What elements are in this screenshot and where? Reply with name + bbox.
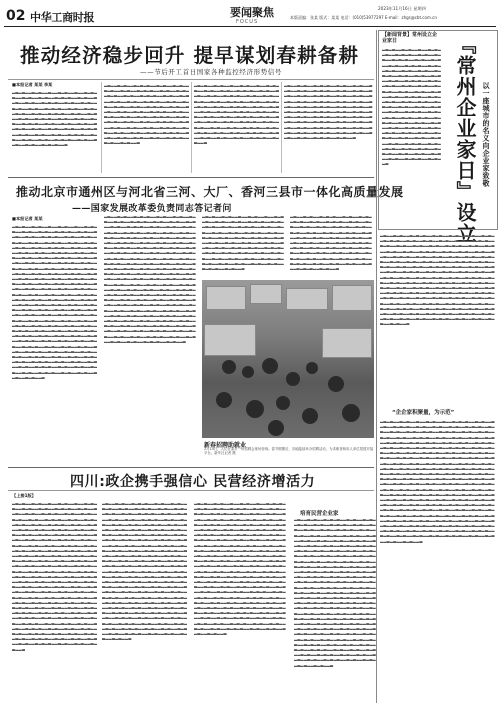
second-headline: 推动北京市通州区与河北省三河、大厂、香河三县市一体化高质量发展 bbox=[16, 185, 404, 199]
news-photo bbox=[202, 280, 374, 438]
edition-info: 2023年11月16日 星期四 bbox=[378, 6, 426, 11]
divider bbox=[8, 177, 374, 178]
body-text-column: ▂▃▂▃▂▂▃▂▃▂▂▃▂▂▃▂▃▂▂▃▂▂▃▂▃▂▃▂▂▃▂▃▂▂▃▂▃▂▂▃▂▃▂▃▂▂▃▂▃▂▂▃▂▃▂▂▃▂▃▂▂▃▂▃▂▃▂▂▃▂▃▂▂▃▂▃▂▂▃▂▃▂▂▃▂▃▂▂▃▂▃▂▃▂▂▃▂▃▂▂▃▂▃▂▂▃▂▃▂▂▃▂▃▂▂▃▂▃▂▃▂▂▃▂▃▂▂▃▂▃▂▂▃▂▃▂▂▃▂▃▂▂▃▂▃▂▃▂▂▃▂▃▂▂▃▂▃▂▂▃▂▃▂▂▃▂▃▂▂▃▂▃▂▃▂▂▃▂▃▂▂▃▂▃▂▂▃▂▃▂▂▃▂▃▂▂▃▂▃▂▃▂▂▃▂▃▂▂▃▂▃▂▂▃▂▃▂▂▃▂▃▂▂▃▂▃▂▃▂▂▃▂▃▂▂▃▂▃▂▂▃▂▃▂▂▃▂▃▂▂▃▂▃▂▃▂▂▃▂▃▂▂▃▂▃▂▂▃▂▃▂▂▃▂▃▂▂▃▂▃▂▃▂▂▃▂▃▂▂▃▂▃▂▂▃▂▃▂▂▃▂▃▂▂▃▂▃▂▃▂▂▃▂▃▂▂▃▂▃▂▂▃▂▃▂▂▃▂▃▂▂▃▂▃▂▃▂▂▃▂▃▂▂▃▂▃▂▂▃▂▃▂▂▃▂▃▂▂▃▂▃▂▃▂▂▃▂▃▂▂▃▂▃▂▂▃▂▃▂▂▃▂▃▂▂▃▂▃▂▃▂▂▃▂▃▂▂▃▂▃▂▂▃▂▃▂▂▃▂▃▂▂▃▂▃▂▃▂▂▃▂▃▂▂▃▂▃▂▂▃▂▃▂▂▃▂▃▂▂▃▂▃▂▃▂▂▃▂▃▂▂▃▂▃▂▂▃▂▃▂▂▃▂▃▂▂▃▂▃▂▃▂▂▃▂▃▂▂▃▂▃▂▂▃▂▃▂▂▃▂▃▂▂▃▂▃▂▃▂▂▃▂▃▂▂▃▂▃▂▂▃▂▃▂▂▃▂▃▂▂▃▂▃▂▃▂▂▃▂▃▂▂▃▂▃▂▂▃▂▃▂▂▃▂▃▂▂▃▂▃▂▃▂▂▃▂▃▂▂▃▂▃▂▂▃▂▃▂▂▃▂▃▂▂▃▂▃▂▃▂▂▃▂▃▂▂▃▂▃▂▂▃▂▃▂▂▃▂▃▂▂▃▂▃▂▃▂▂▃▂▃▂▂▃▂▃▂▂▃▂▃▂▂▃▂▃▂▂▃▂▃▂▃▂▂▃▂▃▂▂▃▂▃▂▂▃▂▃▂▂▃▂▃▂▂▃▂▃▂▃▂▂▃▂▃▂▂▃▂▃▂▂▃▂▃▂▂▃▂▃▂▂▃▂▃▂▃▂▂▃▂▃▂▂▃▂▃▂▂▃▂▃▂▂▃▂▃▂▂▃▂▃▂▃▂▂▃▂▃▂▂▃▂▃▂▂▃▂▃▂▂▃▂▃▂▂▃▂▃▂▃▂▂▃▂▃▂▂▃▂▃▂▂▃▂▃▂▂▃▂▃▂▂▃ bbox=[12, 223, 98, 379]
body-text-column: ▂▃▂▃▂▂▃▂▃▂▂▃▂▂▃▂▃▂▂▃▂▂▃▂▃▂▃▂▂▃▂▃▂▂▃▂▃▂▂▃▂▃▂▃▂▂▃▂▃▂▂▃▂▃▂▂▃▂▃▂▂▃▂▃▂▃▂▂▃▂▃▂▂▃▂▃▂▂▃▂▃▂▂▃▂▃▂▂▃▂▃▂▃▂▂▃▂▃▂▂▃▂▃▂▂▃▂▃▂▂▃▂▃▂▂▃▂▃▂▃▂▂▃▂▃▂▂▃▂▃▂▂▃▂▃▂▂▃▂▃▂▂▃▂▃▂▃▂▂▃▂▃▂▂▃▂▃▂▂▃▂▃▂▂▃▂▃▂▂▃▂▃▂▃▂▂▃▂▃▂▂▃▂▃▂▂▃▂▃▂▂▃▂▃▂▂▃▂▃▂▃▂▂▃▂▃▂▂▃▂▃▂▂▃▂▃▂▂▃▂▃▂▂▃▂▃▂▃▂▂▃▂▃▂▂▃▂▃▂▂▃▂▃▂▂▃▂▃▂▂▃▂▃▂▃▂▂▃▂▃▂▂▃▂▃▂▂▃▂▃▂▂▃▂▃▂▂▃▂▃▂▃▂▂▃▂▃▂▂▃▂▃▂▂▃▂▃▂▂▃▂▃▂▂▃▂▃▂▃▂▂▃▂▃▂▂▃▂▃▂▂▃▂▃▂▂▃▂▃▂▂▃▂▃▂▃▂▂▃▂▃▂▂▃▂▃▂▂▃▂▃▂▂▃▂▃▂▂▃▂▃▂▃▂▂▃▂▃▂▂▃▂▃▂▂▃▂▃▂▂▃▂▃▂▂▃▂▃▂▃▂▂▃▂▃▂▂▃▂▃▂▂▃▂▃▂▂▃▂▃▂▂▃▂▃▂▃▂▂▃▂▃▂▂▃▂▃▂▂▃▂▃▂▂▃▂▃▂▂▃▂▃▂▃▂▂▃▂▃▂▂▃▂▃▂▂▃▂▃▂▂▃▂▃▂▂▃▂▃▂▃▂▂▃▂▃▂▂▃▂▃▂▂▃▂▃▂▂▃▂▃▂▂▃▂▃▂▃▂▂▃▂▃▂▂▃▂▃▂▂▃▂▃▂▂▃▂▃▂▂▃▂▃▂▃▂▂▃▂▃▂▂▃▂▃▂▂▃▂▃▂▂▃▂▃▂▂▃▂▃▂▃▂▂▃▂▃▂▂▃▂▃▂▂▃▂▃▂▂▃▂▃▂▂▃▂▃▂▃▂▂▃▂▃▂▂▃▂▃▂▂▃▂▃▂▂▃▂▃▂▂▃▂▃▂▃▂▂▃▂▃▂▂▃▂▃▂▂▃▂▃▂▂▃▂▃▂▂▃▂▃▂▃▂▂▃▂▃▂▂▃▂▃▂▂▃▂▃▂▂▃▂▃▂▂▃▂▃▂▃▂▂▃▂▃▂▂▃▂▃▂▂▃▂▃▂▂▃▂▃▂▂▃▂▃▂▃▂▂▃▂▃▂▂▃▂▃▂▂▃▂▃▂▂▃▂▃▂▂▃▂▃▂▃▂▂▃▂▃▂▂▃▂▃▂▂▃▂▃▂▂▃ bbox=[12, 500, 98, 651]
divider bbox=[8, 490, 374, 491]
editor-info: 本版责编：张某 版式：某某 电话：(010)53977297 E-mail：zhgs@cbt.com.cn bbox=[290, 15, 437, 20]
body-text-column: ▂▃▂▃▂▂▃▂▃▂▂▃▂▂▃▂▃▂▂▃▂▂▃▂▃▂▃▂▂▃▂▃▂▂▃▂▃▂▂▃▂▃▂▃▂▂▃▂▃▂▂▃▂▃▂▂▃▂▃▂▂▃▂▃▂▃▂▂▃▂▃▂▂▃▂▃▂▂▃▂▃▂▂▃▂▃▂▂▃▂▃▂▃▂▂▃▂▃▂▂▃▂▃▂▂▃▂▃▂▂▃▂▃▂▂▃▂▃▂▃▂▂▃▂▃▂▂▃▂▃▂▂▃▂▃▂▂▃▂▃▂▂▃▂▃▂▃▂▂▃▂▃▂▂▃▂▃▂▂▃▂▃▂▂▃▂▃▂▂▃▂▃▂▃▂▂▃▂▃▂▂▃▂▃▂▂▃▂▃▂▂▃▂▃▂▂▃▂▃▂▃▂▂▃▂▃▂▂▃▂▃▂▂▃▂▃▂▂▃▂▃▂▂▃▂▃▂▃▂▂▃▂▃▂▂▃▂▃▂▂▃▂▃▂▂▃▂▃▂▂▃▂▃▂▃▂▂▃▂▃▂▂▃▂▃▂▂▃▂▃▂▂▃▂▃▂▂▃▂▃▂▃▂▂▃▂▃▂▂▃▂▃▂▂▃▂▃▂▂▃▂▃▂▂▃▂▃▂▃▂▂▃▂▃▂▂▃▂▃▂▂▃▂▃▂▂▃▂▃▂▂▃▂▃▂▃▂▂▃▂▃▂▂▃▂▃▂▂▃▂▃▂▂▃▂▃▂▂▃▂▃▂▃▂▂▃▂▃▂▂▃▂▃▂▂▃▂▃▂▂▃▂▃▂▂▃▂▃▂▃▂▂▃▂▃▂▂▃▂▃▂▂▃▂▃▂▂▃▂▃▂▂▃▂▃▂▃▂▂▃▂▃▂▂▃▂▃▂▂▃▂▃▂▂▃▂▃▂▂▃▂▃▂▃▂▂▃▂▃▂▂▃▂▃▂▂▃▂▃▂▂▃▂▃▂▂▃▂▃▂▃▂▂▃▂▃▂▂▃▂▃▂▂▃▂▃▂▂▃▂▃▂▂▃▂▃▂▃▂▂▃▂▃▂▂▃▂▃▂▂▃▂▃▂▂▃▂▃▂▂▃▂▃▂▃▂▂▃▂▃▂▂▃▂▃▂▂▃▂▃▂▂▃▂▃▂▂▃▂▃▂▃▂▂▃▂▃▂▂▃▂▃▂▂▃▂▃▂▂▃▂▃▂▂▃▂▃▂▃▂▂▃▂▃▂▂▃▂▃▂▂▃▂▃▂▂▃▂▃▂▂▃▂▃▂▃▂▂▃▂▃▂▂▃▂▃▂▂▃▂▃▂▂▃▂▃▂▂▃▂▃▂▃▂▂▃▂▃▂▂▃▂▃▂▂▃▂▃▂▂▃▂▃▂▂▃▂▃▂▃▂▂▃▂▃▂▂▃▂▃▂▂▃▂▃▂▂▃▂▃▂▂▃▂▃▂▃▂▂▃▂▃▂▂▃▂▃▂▂▃▂▃▂▂▃▂▃▂▂▃ bbox=[194, 500, 286, 636]
section-title: 要闻聚焦 bbox=[230, 6, 274, 19]
second-byline: ■本报记者 某某 bbox=[12, 216, 43, 221]
body-text-column: ▂▃▂▃▂▂▃▂▃▂▂▃▂▂▃▂▃▂▂▃▂▂▃▂▃▂▃▂▂▃▂▃▂▂▃▂▃▂▂▃▂▃▂▃▂▂▃▂▃▂▂▃▂▃▂▂▃▂▃▂▂▃▂▃▂▃▂▂▃▂▃▂▂▃▂▃▂▂▃▂▃▂▂▃▂▃▂▂▃▂▃▂▃▂▂▃▂▃▂▂▃▂▃▂▂▃▂▃▂▂▃▂▃▂▂▃▂▃▂▃▂▂▃▂▃▂▂▃▂▃▂▂▃▂▃▂▂▃▂▃▂▂▃▂▃▂▃▂▂▃▂▃▂▂▃▂▃▂▂▃▂▃▂▂▃▂▃▂▂▃▂▃▂▃▂▂▃▂▃▂▂▃▂▃▂▂▃▂▃▂▂▃▂▃▂▂▃▂▃▂▃▂▂▃▂▃▂▂▃▂▃▂▂▃▂▃▂▂▃▂▃▂▂▃▂▃▂▃▂▂▃▂▃▂▂▃▂▃▂▂▃▂▃▂▂▃▂▃▂▂▃▂▃▂▃▂▂▃▂▃▂▂▃▂▃▂▂▃▂▃▂▂▃▂▃▂▂▃▂▃▂▃▂▂▃▂▃▂▂▃ bbox=[194, 82, 280, 145]
sidebar-heading: “企企家积聚量，为示范” bbox=[392, 410, 455, 416]
body-text-column: ▂▃▂▂▃▂▃▂▂▃▂▃▂▃▂▂▃▂▃▂▂▃▂▃▂▂▃▂▃▂▂▃▂▃▂▂▃▂▃▂▃▂▂▃▂▃▂▂▃▂▃▂▂▃▂▃▂▂▃▂▃▂▂▃▂▃▂▃▂▂▃▂▃▂▂▃▂▃▂▂▃▂▃▂▂▃▂▃▂▂▃▂▃▂▃▂▂▃▂▃▂▂▃▂▃▂▂▃▂▃▂▂▃▂▃▂▂▃▂▃▂▃▂▂▃▂▃▂▂▃▂▃▂▂▃▂▃▂▂▃▂▃▂▂▃▂▃▂▃▂▂▃▂▃▂▂▃▂▃▂▂▃▂▃▂▂▃▂▃▂▂▃▂▃▂▃▂▂▃▂▃▂▂▃▂▃▂▂▃▂▃▂▂▃▂▃▂▂▃▂▃▂▃▂▂▃▂▃▂▂▃▂▃▂▂▃▂▃▂▂▃▂▃▂▂▃▂▃▂▃▂▂▃▂▃▂▂▃▂▃▂▂▃▂▃▂▂▃▂▃▂▂▃▂▃▂▃▂▂▃▂▃▂▂▃▂▃▂▂▃▂▃▂▂▃▂▃▂▂▃▂▃▂▃▂▂▃▂▃▂▂▃▂▃▂▂▃▂▃▂▂▃▂▃▂▂▃▂▃▂▃▂▂▃▂▃▂▂▃▂▃▂▂▃▂▃▂▂▃▂▃▂▂▃▂▃▂▃▂▂▃▂▃▂▂▃▂▃▂▂▃▂▃▂▂▃▂▃▂▂▃▂▃▂▃▂▂▃▂▃▂▂▃▂▃▂▂▃▂▃▂▂▃▂▃▂▂▃▂▃▂▃▂▂▃▂▃▂▂▃▂▃▂▂▃▂▃▂▂▃▂▃▂▂▃▂▃▂▃▂▂▃▂▃▂▂▃▂▃▂▂▃▂▃▂▂▃▂▃▂▂▃▂▃▂▃▂▂▃▂▃▂▂▃▂▃▂▂▃▂▃▂▂▃▂▃▂▂▃▂▃▂▃▂▂▃▂▃▂▂▃▂▃▂▂▃▂▃▂▂▃▂▃▂▂▃▂▃▂▃▂▂▃▂▃▂▂▃▂▃▂▂▃▂▃▂▂▃▂▃▂▂▃▂▃▂▃▂▂▃▂▃▂▂▃▂▃▂▂▃▂▃▂▂▃▂▃▂▂▃▂▃▂▃▂▂▃▂▃▂▂▃▂▃▂▂▃▂▃▂▂▃▂▃▂▂▃▂▃▂▃▂▂▃▂▃▂▂▃▂▃▂▂▃▂▃▂▂▃▂▃▂▂▃▂▃▂▃▂▂▃▂▃▂▂▃▂▃▂▂▃▂▃▂▂▃▂▃▂▂▃▂▃▂▃▂▂▃▂▃▂▂▃▂▃▂▂▃▂▃▂▂▃▂▃▂▂▃▂▃▂▃▂▂▃▂▃▂▂▃▂▃▂▂▃▂▃▂▂▃▂▃▂▂▃▂▃▂▃▂▂▃▂▃▂▂▃▂▃▂▂▃▂▃▂▂▃▂▃▂▂▃ bbox=[294, 516, 376, 667]
photo-caption-title: 新春招聘助就业 bbox=[204, 442, 247, 449]
sidebar-small-title: 【新闻背景】常州设立企业家日 bbox=[382, 32, 438, 44]
third-headline: 四川:政企携手强信心 民营经济增活力 bbox=[70, 474, 316, 490]
body-text-column: ▂▃▂▂▃▂▃▂▂▃▂▃▂▃▂▂▃▂▃▂▂▃▂▃▂▂▃▂▃▂▂▃▂▃▂▂▃▂▃▂▃▂▂▃▂▃▂▂▃▂▃▂▂▃▂▃▂▂▃▂▃▂▂▃▂▃▂▃▂▂▃▂▃▂▂▃▂▃▂▂▃▂▃▂▂▃▂▃▂▂▃▂▃▂▃▂▂▃▂▃▂▂▃▂▃▂▂▃▂▃▂▂▃▂▃▂▂▃▂▃▂▃▂▂▃▂▃▂▂▃▂▃▂▂▃▂▃▂▂▃▂▃▂▂▃▂▃▂▃▂▂▃▂▃▂▂▃▂▃▂▂▃▂▃▂▂▃▂▃▂▂▃▂▃▂▃▂▂▃▂▃▂▂▃▂▃▂▂▃▂▃▂▂▃▂▃▂▂▃▂▃▂▃▂▂▃▂▃▂▂▃▂▃▂▂▃▂▃▂▂▃▂▃▂▂▃▂▃▂▃▂▂▃▂▃▂▂▃▂▃▂▂▃▂▃▂▂▃▂▃▂▂▃▂▃▂▃▂▂▃▂▃▂▂▃ bbox=[290, 213, 372, 271]
sidebar-text: ▂▃▂▂▃▂▃▂▂▃▂▃▂▃▂▂▃▂▃▂▂▃▂▃▂▂▃▂▃▂▂▃▂▃▂▂▃▂▃▂▃▂▂▃▂▃▂▂▃▂▃▂▂▃▂▃▂▂▃▂▃▂▂▃▂▃▂▃▂▂▃▂▃▂▂▃▂▃▂▂▃▂▃▂▂▃▂▃▂▂▃▂▃▂▃▂▂▃▂▃▂▂▃▂▃▂▂▃▂▃▂▂▃▂▃▂▂▃▂▃▂▃▂▂▃▂▃▂▂▃▂▃▂▂▃▂▃▂▂▃▂▃▂▂▃▂▃▂▃▂▂▃▂▃▂▂▃▂▃▂▂▃▂▃▂▂▃▂▃▂▂▃▂▃▂▃▂▂▃▂▃▂▂▃▂▃▂▂▃▂▃▂▂▃▂▃▂▂▃▂▃▂▃▂▂▃▂▃▂▂▃▂▃▂▂▃▂▃▂▂▃▂▃▂▂▃▂▃▂▃▂▂▃▂▃▂▂▃▂▃▂▂▃▂▃▂▂▃▂▃▂▂▃▂▃▂▃▂▂▃▂▃▂▂▃▂▃▂▂▃▂▃▂▂▃▂▃▂▂▃▂▃▂▃▂▂▃▂▃▂▂▃▂▃▂▂▃▂▃▂▂▃▂▃▂▂▃▂▃▂▃▂▂▃▂▃▂▂▃▂▃▂▂▃▂▃▂▂▃▂▃▂▂▃▂▃▂▃▂▂▃▂▃▂▂▃▂▃▂▂▃▂▃▂▂▃▂▃▂▂▃▂▃▂▃▂▂▃▂▃▂▂▃▂▃▂▂▃▂▃▂▂▃▂▃▂▂▃▂▃▂▃▂▂▃▂▃▂▂▃▂▃▂▂▃▂▃▂▂▃▂▃▂▂▃▂▃▂▃▂▂▃▂▃▂▂▃▂▃▂▂▃▂▃▂▂▃▂▃▂▂▃▂▃▂▃▂▂▃▂▃▂▂▃▂▃▂▂▃▂▃▂▂▃▂▃▂▂▃▂▃▂▃▂▂▃▂▃▂▂▃▂▃▂▂▃▂▃▂▂▃▂▃▂▂▃▂▃▂▃▂▂▃▂▃▂▂▃▂▃▂▂▃▂▃▂▂▃▂▃▂▂▃▂▃▂▃▂▂▃▂▃▂▂▃▂▃▂▂▃▂▃▂▂▃▂▃▂▂▃▂▃▂▃▂▂▃▂▃▂▂▃▂▃▂▂▃▂▃▂▂▃▂▃▂▂▃▂▃▂▃▂▂▃▂▃▂▂▃▂▃▂▂▃▂▃▂▂▃▂▃▂▂▃ bbox=[380, 232, 495, 326]
photo-caption: 2月14日，人们在某市一场招聘会现场咨询。春节假期后，各地陆续举办招聘活动，为求职者和用人单位搭建对接平台。新华社记者 摄 bbox=[204, 447, 374, 456]
section-title-en: FOCUS bbox=[236, 19, 259, 25]
paper-name: 中华工商时报 bbox=[30, 11, 95, 24]
column-rule bbox=[281, 82, 282, 173]
body-text-column: ▂▃▂▂▃▂▃▂▂▃▂▃▂▃▂▂▃▂▃▂▂▃▂▃▂▂▃▂▃▂▂▃▂▃▂▂▃▂▃▂▃▂▂▃▂▃▂▂▃▂▃▂▂▃▂▃▂▂▃▂▃▂▂▃▂▃▂▃▂▂▃▂▃▂▂▃▂▃▂▂▃▂▃▂▂▃▂▃▂▂▃▂▃▂▃▂▂▃▂▃▂▂▃▂▃▂▂▃▂▃▂▂▃▂▃▂▂▃▂▃▂▃▂▂▃▂▃▂▂▃▂▃▂▂▃▂▃▂▂▃▂▃▂▂▃▂▃▂▃▂▂▃▂▃▂▂▃▂▃▂▂▃▂▃▂▂▃▂▃▂▂▃▂▃▂▃▂▂▃▂▃▂▂▃▂▃▂▂▃▂▃▂▂▃▂▃▂▂▃▂▃▂▃▂▂▃▂▃▂▂▃▂▃▂▂▃▂▃▂▂▃▂▃▂▂▃▂▃▂▃▂▂▃▂▃▂▂▃▂▃▂▂▃▂▃▂▂▃▂▃▂▂▃▂▃▂▃▂▂▃▂▃▂▂▃▂▃▂▂▃▂▃▂▂▃▂▃▂▂▃▂▃▂▃▂▂▃▂▃▂▂▃ bbox=[284, 82, 373, 140]
third-side-heading: 培育民营企业家 bbox=[300, 511, 339, 517]
sidebar-big-title: 『常州企业家日』设立 bbox=[453, 34, 477, 244]
column-rule bbox=[101, 82, 102, 173]
divider bbox=[8, 79, 374, 80]
body-text-column: ▂▃▂▂▃▂▃▂▂▃▂▃▂▃▂▂▃▂▃▂▂▃▂▃▂▂▃▂▃▂▂▃▂▃▂▂▃▂▃▂▃▂▂▃▂▃▂▂▃▂▃▂▂▃▂▃▂▂▃▂▃▂▂▃▂▃▂▃▂▂▃▂▃▂▂▃▂▃▂▂▃▂▃▂▂▃▂▃▂▂▃▂▃▂▃▂▂▃▂▃▂▂▃▂▃▂▂▃▂▃▂▂▃▂▃▂▂▃▂▃▂▃▂▂▃▂▃▂▂▃▂▃▂▂▃▂▃▂▂▃▂▃▂▂▃▂▃▂▃▂▂▃▂▃▂▂▃▂▃▂▂▃▂▃▂▂▃▂▃▂▂▃▂▃▂▃▂▂▃▂▃▂▂▃▂▃▂▂▃▂▃▂▂▃▂▃▂▂▃▂▃▂▃▂▂▃▂▃▂▂▃▂▃▂▂▃▂▃▂▂▃▂▃▂▂▃▂▃▂▃▂▂▃▂▃▂▂▃▂▃▂▂▃▂▃▂▂▃▂▃▂▂▃▂▃▂▃▂▂▃▂▃▂▂▃▂▃▂▂▃▂▃▂▂▃▂▃▂▂▃▂▃▂▃▂▂▃▂▃▂▂▃▂▃▂▂▃▂▃▂▂▃▂▃▂▂▃▂▃▂▃▂▂▃▂▃▂▂▃▂▃▂▂▃▂▃▂▂▃▂▃▂▂▃▂▃▂▃▂▂▃▂▃▂▂▃▂▃▂▂▃▂▃▂▂▃▂▃▂▂▃▂▃▂▃▂▂▃▂▃▂▂▃▂▃▂▂▃▂▃▂▂▃▂▃▂▂▃▂▃▂▃▂▂▃▂▃▂▂▃▂▃▂▂▃▂▃▂▂▃▂▃▂▂▃▂▃▂▃▂▂▃▂▃▂▂▃▂▃▂▂▃▂▃▂▂▃▂▃▂▂▃▂▃▂▃▂▂▃▂▃▂▂▃▂▃▂▂▃▂▃▂▂▃▂▃▂▂▃▂▃▂▃▂▂▃▂▃▂▂▃▂▃▂▂▃▂▃▂▂▃▂▃▂▂▃▂▃▂▃▂▂▃▂▃▂▂▃▂▃▂▂▃▂▃▂▂▃▂▃▂▂▃▂▃▂▃▂▂▃▂▃▂▂▃▂▃▂▂▃▂▃▂▂▃▂▃▂▂▃▂▃▂▃▂▂▃▂▃▂▂▃▂▃▂▂▃▂▃▂▂▃▂▃▂▂▃▂▃▂▃▂▂▃▂▃▂▂▃▂▃▂▂▃▂▃▂▂▃▂▃▂▂▃▂▃▂▃▂▂▃▂▃▂▂▃▂▃▂▂▃▂▃▂▂▃▂▃▂▂▃▂▃▂▃▂▂▃▂▃▂▂▃▂▃▂▂▃▂▃▂▂▃▂▃▂▂▃▂▃▂▃▂▂▃▂▃▂▂▃▂▃▂▂▃▂▃▂▂▃▂▃▂▂▃ bbox=[102, 500, 188, 641]
column-rule bbox=[376, 30, 377, 703]
body-text-column: ▂▃▂▂▃▂▃▂▂▃▂▃▂▃▂▂▃▂▃▂▂▃▂▃▂▂▃▂▃▂▂▃▂▃▂▂▃▂▃▂▃▂▂▃▂▃▂▂▃▂▃▂▂▃▂▃▂▂▃▂▃▂▂▃▂▃▂▃▂▂▃▂▃▂▂▃▂▃▂▂▃▂▃▂▂▃▂▃▂▂▃▂▃▂▃▂▂▃▂▃▂▂▃▂▃▂▂▃▂▃▂▂▃▂▃▂▂▃▂▃▂▃▂▂▃▂▃▂▂▃▂▃▂▂▃▂▃▂▂▃▂▃▂▂▃▂▃▂▃▂▂▃▂▃▂▂▃▂▃▂▂▃▂▃▂▂▃▂▃▂▂▃▂▃▂▃▂▂▃▂▃▂▂▃▂▃▂▂▃▂▃▂▂▃▂▃▂▂▃▂▃▂▃▂▂▃▂▃▂▂▃▂▃▂▂▃▂▃▂▂▃▂▃▂▂▃▂▃▂▃▂▂▃▂▃▂▂▃▂▃▂▂▃▂▃▂▂▃▂▃▂▂▃▂▃▂▃▂▂▃▂▃▂▂▃▂▃▂▂▃▂▃▂▂▃▂▃▂▂▃▂▃▂▃▂▂▃▂▃▂▂▃▂▃▂▂▃▂▃▂▂▃▂▃▂▂▃▂▃▂▃▂▂▃▂▃▂▂▃▂▃▂▂▃▂▃▂▂▃▂▃▂▂▃▂▃▂▃▂▂▃▂▃▂▂▃▂▃▂▂▃▂▃▂▂▃▂▃▂▂▃▂▃▂▃▂▂▃▂▃▂▂▃▂▃▂▂▃▂▃▂▂▃▂▃▂▂▃▂▃▂▃▂▂▃▂▃▂▂▃▂▃▂▂▃▂▃▂▂▃▂▃▂▂▃▂▃▂▃▂▂▃▂▃▂▂▃▂▃▂▂▃▂▃▂▂▃▂▃▂▂▃▂▃▂▃▂▂▃▂▃▂▂▃▂▃▂▂▃▂▃▂▂▃▂▃▂▂▃▂▃▂▃▂▂▃▂▃▂▂▃▂▃▂▂▃▂▃▂▂▃▂▃▂▂▃▂▃▂▃▂▂▃▂▃▂▂▃▂▃▂▂▃▂▃▂▂▃▂▃▂▂▃▂▃▂▃▂▂▃▂▃▂▂▃▂▃▂▂▃▂▃▂▂▃▂▃▂▂▃▂▃▂▃▂▂▃▂▃▂▂▃▂▃▂▂▃▂▃▂▂▃▂▃▂▂▃▂▃▂▃▂▂▃▂▃▂▂▃▂▃▂▂▃▂▃▂▂▃▂▃▂▂▃▂▃▂▃▂▂▃▂▃▂▂▃▂▃▂▂▃▂▃▂▂▃▂▃▂▂▃▂▃▂▃▂▂▃▂▃▂▂▃▂▃▂▂▃▂▃▂▂▃▂▃▂▂▃▂▃▂▃▂▂▃▂▃▂▂▃▂▃▂▂▃▂▃▂▂▃▂▃▂▂▃▂▃▂▃▂▂▃▂▃▂▂▃ bbox=[104, 213, 196, 343]
body-text-column: ▂▃▂▃▂▂▃▂▃▂▂▃▂▂▃▂▃▂▂▃▂▂▃▂▃▂▃▂▂▃▂▃▂▂▃▂▃▂▂▃▂▃▂▃▂▂▃▂▃▂▂▃▂▃▂▂▃▂▃▂▂▃▂▃▂▃▂▂▃▂▃▂▂▃▂▃▂▂▃▂▃▂▂▃▂▃▂▂▃▂▃▂▃▂▂▃▂▃▂▂▃▂▃▂▂▃▂▃▂▂▃▂▃▂▂▃▂▃▂▃▂▂▃▂▃▂▂▃▂▃▂▂▃▂▃▂▂▃▂▃▂▃▂▂▃▂▃▂▂▃▂▃▂▂▃▂▃▂▂▃▂▃▂▃▂▂▃▂▃▂▂▃▂▃▂▂▃▂▃▂▂▃▂▃▂▃▂▂▃▂▃▂▂▃▂▃▂▂▃▂▃▂▂▃▂▃▂▃▂▂▃▂▃▂▂▃▂▃▂▂▃▂▃▂▂▃▂▃▂▃▂▂▃▂▃▂▂▃▂▃▂▂▃▂▃▂▂▃▂▃▂▃▂▂▃▂▃▂▂▃▂▃▂▂▃▂▃▂▂▃▂▃▂▃▂▂▃ bbox=[12, 89, 98, 147]
sidebar-text: ▂▃▂▃▂▂▃▂▃▂▂▃▂▂▃▂▃▂▂▃▂▂▃▂▃▂▃▂▂▃▂▃▂▂▃▂▃▂▂▃▂▃▂▃▂▂▃▂▃▂▂▃▂▃▂▂▃▂▃▂▂▃▂▃▂▃▂▂▃▂▃▂▂▃▂▃▂▂▃▂▃▂▂▃▂▃▂▂▃▂▃▂▃▂▂▃▂▃▂▂▃▂▃▂▂▃▂▃▂▂▃▂▃▂▂▃▂▃▂▃▂▂▃▂▃▂▂▃▂▃▂▂▃▂▃▂▂▃▂▃▂▂▃▂▃▂▃▂▂▃▂▃▂▂▃▂▃▂▂▃▂▃▂▂▃▂▃▂▂▃▂▃▂▃▂▂▃▂▃▂▂▃▂▃▂▂▃▂▃▂▂▃▂▃▂▂▃▂▃▂▃▂▂▃▂▃▂▂▃▂▃▂▂▃▂▃▂▂▃▂▃▂▂▃▂▃▂▃▂▂▃▂▃▂▂▃▂▃▂▂▃▂▃▂▂▃▂▃▂▂▃▂▃▂▃▂▂▃▂▃▂▂▃▂▃▂▂▃▂▃▂▂▃▂▃▂▂▃▂▃▂▃▂▂▃▂▃▂▂▃▂▃▂▂▃▂▃▂▂▃▂▃▂▂▃▂▃▂▃▂▂▃▂▃▂▂▃▂▃▂▂▃▂▃▂▂▃▂▃▂▂▃▂▃▂▃▂▂▃▂▃▂▂▃▂▃▂▂▃▂▃▂▂▃▂▃▂▂▃▂▃▂▃▂▂▃▂▃▂▂▃▂▃▂▂▃▂▃▂▂▃▂▃▂▂▃▂▃▂▃▂▂▃▂▃▂▂▃ bbox=[382, 46, 441, 166]
column-rule bbox=[191, 82, 192, 173]
body-text-column: ▂▃▂▂▃▂▃▂▂▃▂▃▂▃▂▂▃▂▃▂▂▃▂▃▂▂▃▂▃▂▂▃▂▃▂▂▃▂▃▂▃▂▂▃▂▃▂▂▃▂▃▂▂▃▂▃▂▂▃▂▃▂▂▃▂▃▂▃▂▂▃▂▃▂▂▃▂▃▂▂▃▂▃▂▂▃▂▃▂▂▃▂▃▂▃▂▂▃▂▃▂▂▃▂▃▂▂▃▂▃▂▂▃▂▃▂▂▃▂▃▂▃▂▂▃▂▃▂▂▃▂▃▂▂▃▂▃▂▂▃▂▃▂▂▃▂▃▂▃▂▂▃▂▃▂▂▃▂▃▂▂▃▂▃▂▂▃▂▃▂▂▃▂▃▂▃▂▂▃▂▃▂▂▃▂▃▂▂▃▂▃▂▂▃▂▃▂▂▃▂▃▂▃▂▂▃▂▃▂▂▃▂▃▂▂▃▂▃▂▂▃▂▃▂▂▃▂▃▂▃▂▂▃▂▃▂▂▃▂▃▂▂▃▂▃▂▂▃▂▃▂▂▃▂▃▂▃▂▂▃▂▃▂▂▃▂▃▂▂▃▂▃▂▂▃▂▃▂▂▃▂▃▂▃▂▂▃▂▃▂▂▃▂▃▂▂▃ bbox=[104, 82, 190, 145]
body-text-column: ▂▃▂▃▂▂▃▂▃▂▂▃▂▂▃▂▃▂▂▃▂▂▃▂▃▂▃▂▂▃▂▃▂▂▃▂▃▂▂▃▂▃▂▃▂▂▃▂▃▂▂▃▂▃▂▂▃▂▃▂▂▃▂▃▂▃▂▂▃▂▃▂▂▃▂▃▂▂▃▂▃▂▂▃▂▃▂▂▃▂▃▂▃▂▂▃▂▃▂▂▃▂▃▂▂▃▂▃▂▂▃▂▃▂▂▃▂▃▂▃▂▂▃▂▃▂▂▃▂▃▂▂▃▂▃▂▂▃▂▃▂▂▃▂▃▂▃▂▂▃▂▃▂▂▃▂▃▂▂▃▂▃▂▂▃▂▃▂▂▃▂▃▂▃▂▂▃▂▃▂▂▃▂▃▂▂▃▂▃▂▂▃▂▃▂▂▃▂▃▂▃▂▂▃▂▃▂▂▃▂▃▂▂▃▂▃▂▂▃▂▃▂▂▃▂▃▂▃▂▂▃▂▃▂▂▃▂▃▂▂▃▂▃▂▂▃▂▃▂▂▃▂▃▂▃▂▂▃▂▃▂▂▃ bbox=[202, 213, 284, 271]
main-subheadline: ——节后开工首日国家各种监控经济形势信号 bbox=[140, 68, 282, 76]
sidebar-sub-title: 以一座城市的名义向企业家致敬 bbox=[482, 82, 490, 187]
page-number: 02 bbox=[6, 8, 26, 24]
main-byline: ■本报记者 某某 李某 bbox=[12, 82, 53, 87]
header-rule bbox=[4, 26, 496, 27]
main-headline: 推动经济稳步回升 提早谋划春耕备耕 bbox=[20, 44, 360, 67]
sidebar-text: ▂▃▂▃▂▂▃▂▃▂▂▃▂▂▃▂▃▂▂▃▂▂▃▂▃▂▃▂▂▃▂▃▂▂▃▂▃▂▂▃▂▃▂▃▂▂▃▂▃▂▂▃▂▃▂▂▃▂▃▂▂▃▂▃▂▃▂▂▃▂▃▂▂▃▂▃▂▂▃▂▃▂▂▃▂▃▂▂▃▂▃▂▃▂▂▃▂▃▂▂▃▂▃▂▂▃▂▃▂▂▃▂▃▂▂▃▂▃▂▃▂▂▃▂▃▂▂▃▂▃▂▂▃▂▃▂▂▃▂▃▂▂▃▂▃▂▃▂▂▃▂▃▂▂▃▂▃▂▂▃▂▃▂▂▃▂▃▂▂▃▂▃▂▃▂▂▃▂▃▂▂▃▂▃▂▂▃▂▃▂▂▃▂▃▂▂▃▂▃▂▃▂▂▃▂▃▂▂▃▂▃▂▂▃▂▃▂▂▃▂▃▂▂▃▂▃▂▃▂▂▃▂▃▂▂▃▂▃▂▂▃▂▃▂▂▃▂▃▂▂▃▂▃▂▃▂▂▃▂▃▂▂▃▂▃▂▂▃▂▃▂▂▃▂▃▂▂▃▂▃▂▃▂▂▃▂▃▂▂▃▂▃▂▂▃▂▃▂▂▃▂▃▂▂▃▂▃▂▃▂▂▃▂▃▂▂▃▂▃▂▂▃▂▃▂▂▃▂▃▂▂▃▂▃▂▃▂▂▃▂▃▂▂▃▂▃▂▂▃▂▃▂▂▃▂▃▂▂▃▂▃▂▃▂▂▃▂▃▂▂▃▂▃▂▂▃▂▃▂▂▃▂▃▂▂▃▂▃▂▃▂▂▃▂▃▂▂▃▂▃▂▂▃▂▃▂▂▃▂▃▂▂▃▂▃▂▃▂▂▃▂▃▂▂▃▂▃▂▂▃▂▃▂▂▃▂▃▂▂▃▂▃▂▃▂▂▃▂▃▂▂▃▂▃▂▂▃▂▃▂▂▃▂▃▂▂▃▂▃▂▃▂▂▃▂▃▂▂▃▂▃▂▂▃▂▃▂▂▃▂▃▂▂▃▂▃▂▃▂▂▃▂▃▂▂▃▂▃▂▂▃▂▃▂▂▃▂▃▂▂▃▂▃▂▃▂▂▃▂▃▂▂▃▂▃▂▂▃▂▃▂▂▃▂▃▂▂▃▂▃▂▃▂▂▃▂▃▂▂▃▂▃▂▂▃▂▃▂▂▃▂▃▂▂▃▂▃▂▃▂▂▃▂▃▂▂▃▂▃▂▂▃▂▃▂▂▃▂▃▂▂▃▂▃▂▃▂▂▃▂▃▂▂▃▂▃▂▂▃▂▃▂▂▃▂▃▂▂▃▂▃▂▃▂▂▃▂▃▂▂▃▂▃▂▂▃▂▃▂▂▃▂▃▂▂▃▂▃▂▃▂▂▃▂▃▂▂▃▂▃▂▂▃▂▃▂▂▃▂▃▂▂▃▂▃▂▃▂▂▃▂▃▂▂▃▂▃▂▂▃▂▃▂▂▃▂▃▂▂▃▂▃▂▃▂▂▃▂▃▂▂▃▂▃▂▂▃▂▃▂▂▃▂▃▂▂▃▂▃▂▃▂▂▃▂▃▂▂▃▂▃▂▂▃▂▃▂▂▃▂▃▂▂▃▂▃▂▃▂▂▃▂▃▂▂▃▂▃▂▂▃▂▃▂▂▃▂▃▂▂▃▂▃▂▃▂▂▃▂▃▂▂▃▂▃▂▂▃▂▃▂▂▃▂▃▂▂▃ bbox=[380, 418, 495, 543]
third-byline: 【上接1版】 bbox=[12, 493, 36, 498]
second-subheadline: ——国家发展改革委负责同志答记者问 bbox=[72, 204, 232, 214]
divider bbox=[8, 467, 374, 468]
